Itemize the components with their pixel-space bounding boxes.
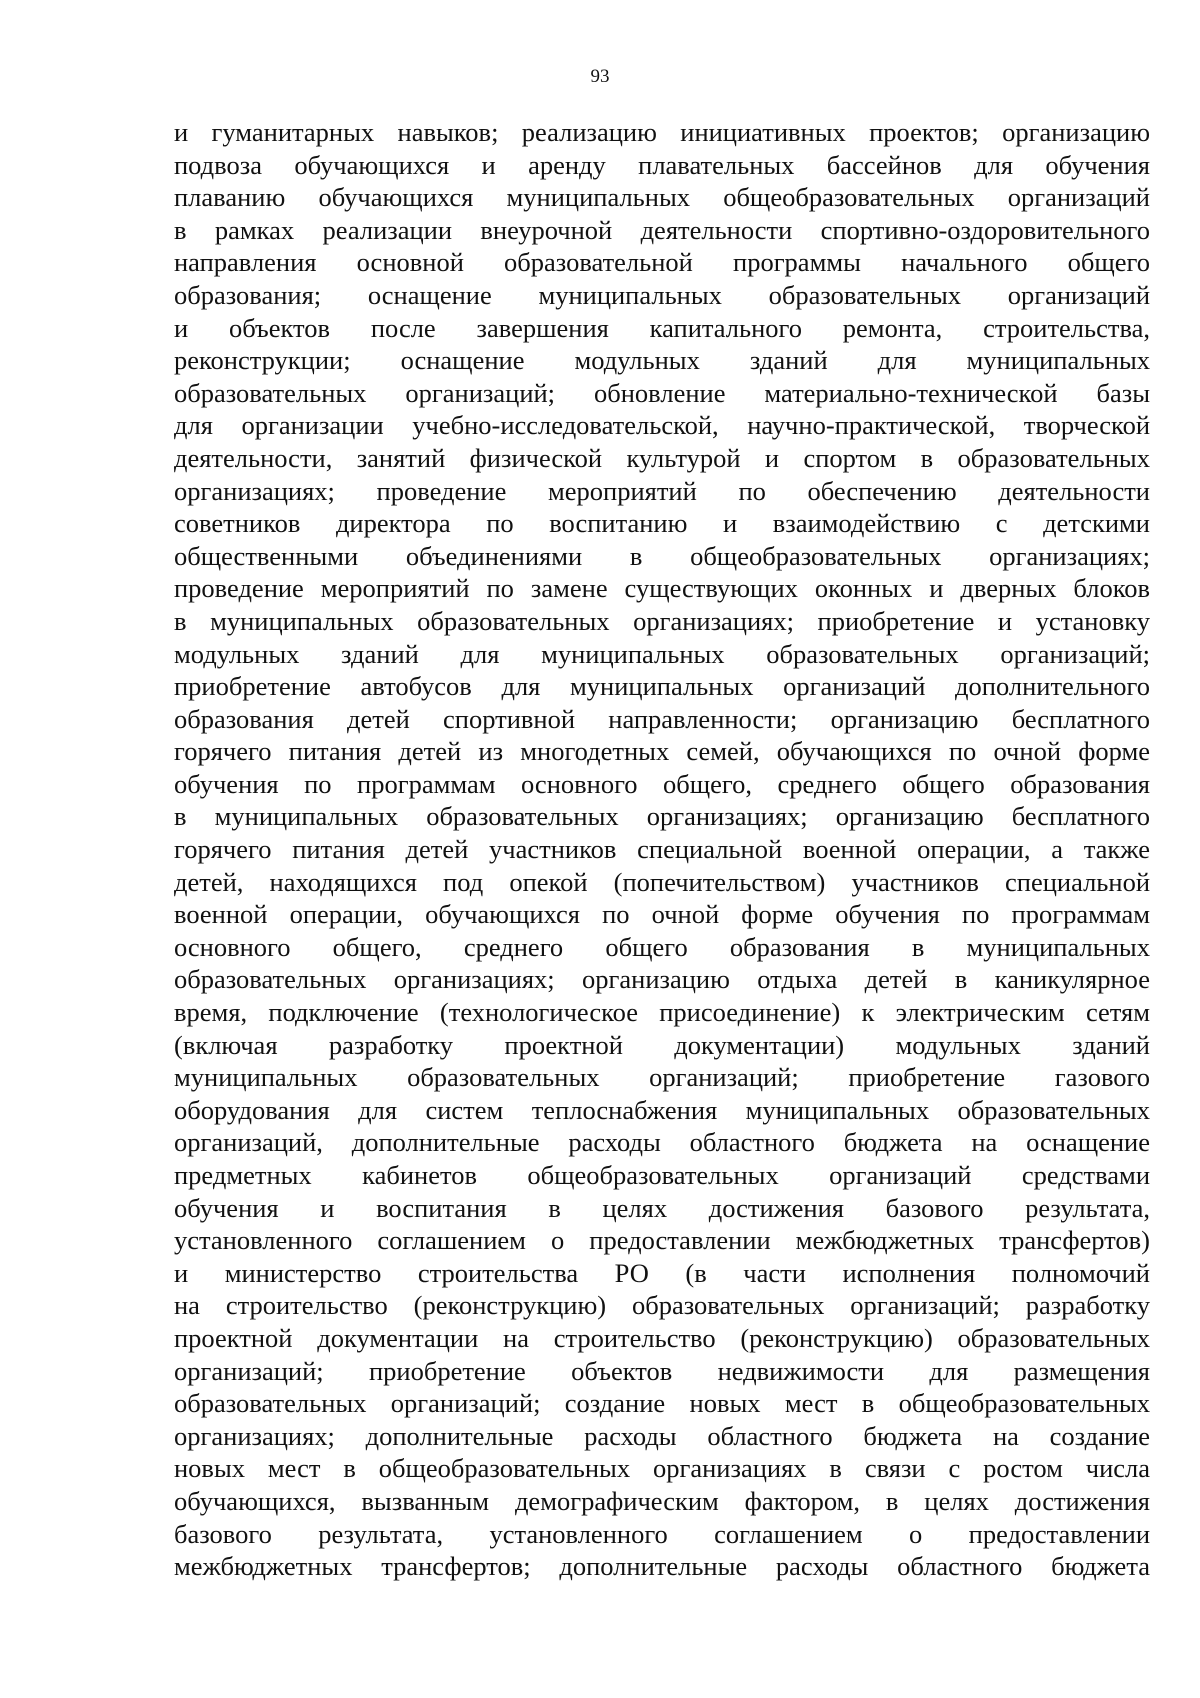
text-line: военной операции, обучающихся по очной форме обучения по программам: [174, 899, 1150, 930]
text-line: и гуманитарных навыков; реализацию инициативных проектов; организацию: [174, 117, 1150, 147]
text-line: подвоза обучающихся и аренду плавательных бассейнов для обучения: [174, 149, 1150, 180]
text-line: на строительство (реконструкцию) образовательных организаций; разработку: [174, 1290, 1150, 1321]
text-line: установленного соглашением о предоставлении межбюджетных трансфертов): [174, 1225, 1150, 1256]
text-line: реконструкции; оснащение модульных зданий для муниципальных: [174, 345, 1150, 376]
text-line: модульных зданий для муниципальных образовательных организаций;: [174, 638, 1150, 669]
text-line: образования; оснащение муниципальных образовательных организаций: [174, 279, 1150, 310]
text-line: плаванию обучающихся муниципальных общеобразовательных организаций: [174, 182, 1150, 213]
text-line: горячего питания детей участников специальной военной операции, а также: [174, 834, 1150, 865]
text-line: обучения и воспитания в целях достижения базового результата,: [174, 1192, 1150, 1223]
text-line: и министерство строительства РО (в части исполнения полномочий: [174, 1257, 1150, 1288]
text-line: деятельности, занятий физической культурой и спортом в образовательных: [174, 442, 1150, 473]
text-line: детей, находящихся под опекой (попечительством) участников специальной: [174, 866, 1150, 897]
text-line: для организации учебно-исследовательской, научно-практической, творческой: [174, 410, 1150, 441]
text-line: (включая разработку проектной документации) модульных зданий: [174, 1029, 1150, 1060]
text-line: образовательных организациях; организацию отдыха детей в каникулярное: [174, 964, 1150, 995]
text-line: в муниципальных образовательных организациях; организацию бесплатного: [174, 801, 1150, 832]
text-line: обучающихся, вызванным демографическим фактором, в целях достижения: [174, 1485, 1150, 1516]
text-line: проведение мероприятий по замене существующих оконных и дверных блоков: [174, 573, 1150, 604]
text-line: время, подключение (технологическое присоединение) к электрическим сетям: [174, 997, 1150, 1028]
text-line: организациях; проведение мероприятий по обеспечению деятельности: [174, 475, 1150, 506]
text-line: организациях; дополнительные расходы областного бюджета на создание: [174, 1420, 1150, 1451]
text-line: образовательных организаций; обновление материально-технической базы: [174, 377, 1150, 408]
text-line: горячего питания детей из многодетных семей, обучающихся по очной форме: [174, 736, 1150, 767]
text-line: муниципальных образовательных организаций; приобретение газового: [174, 1062, 1150, 1093]
body-text: [174, 116, 1150, 1583]
text-line: организаций; приобретение объектов недвижимости для размещения: [174, 1355, 1150, 1386]
text-line: приобретение автобусов для муниципальных организаций дополнительного: [174, 671, 1150, 702]
text-line: направления основной образовательной программы начального общего: [174, 247, 1150, 278]
text-line: общественными объединениями в общеобразовательных организациях;: [174, 540, 1150, 571]
text-line: и объектов после завершения капитального ремонта, строительства,: [174, 312, 1150, 343]
text-line: предметных кабинетов общеобразовательных организаций средствами: [174, 1160, 1150, 1190]
text-line: образовательных организаций; создание новых мест в общеобразовательных: [174, 1388, 1150, 1419]
text-line: в муниципальных образовательных организациях; приобретение и установку: [174, 605, 1150, 636]
text-line: базового результата, установленного соглашением о предоставлении: [174, 1518, 1150, 1549]
text-line: оборудования для систем теплоснабжения муниципальных образовательных: [174, 1094, 1150, 1125]
text-line: советников директора по воспитанию и взаимодействию с детскими: [174, 508, 1150, 539]
text-line: организаций, дополнительные расходы областного бюджета на оснащение: [174, 1127, 1150, 1158]
page-number: 93: [590, 66, 610, 87]
text-line: новых мест в общеобразовательных организациях в связи с ростом числа: [174, 1453, 1150, 1484]
text-line: обучения по программам основного общего, среднего общего образования: [174, 768, 1150, 799]
text-line: проектной документации на строительство (реконструкцию) образовательных: [174, 1322, 1150, 1353]
text-line: в рамках реализации внеурочной деятельности спортивно-оздоровительного: [174, 214, 1150, 245]
text-line: образования детей спортивной направленности; организацию бесплатного: [174, 703, 1150, 734]
text-line: межбюджетных трансфертов; дополнительные расходы областного бюджета: [174, 1551, 1150, 1582]
text-line: основного общего, среднего общего образования в муниципальных: [174, 931, 1150, 962]
